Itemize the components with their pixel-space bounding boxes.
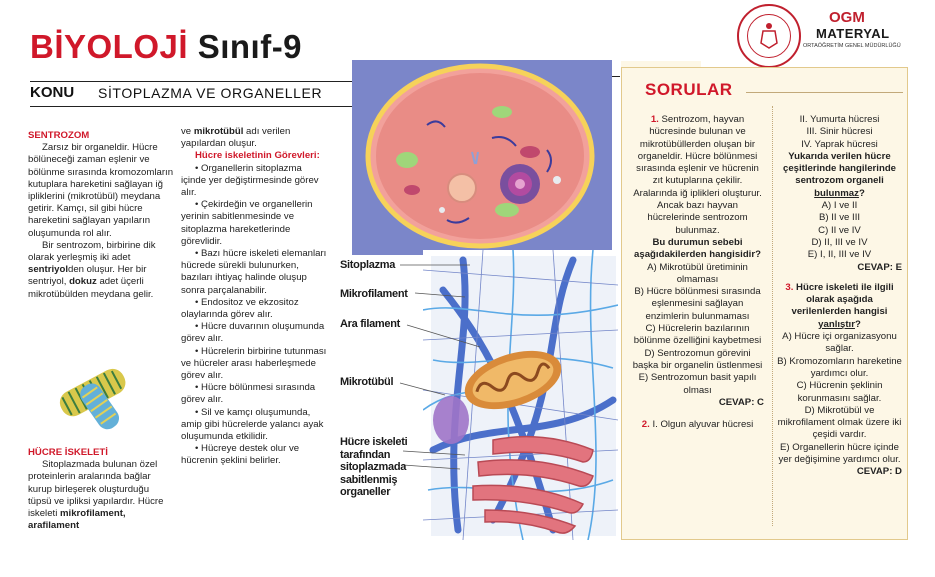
text-column-1 bbox=[28, 130, 174, 301]
question-2-item: II. Yumurta hücresi bbox=[799, 114, 880, 125]
topic-label: KONU bbox=[30, 84, 75, 101]
column-divider bbox=[772, 106, 773, 526]
text-column-1-bottom bbox=[28, 447, 174, 532]
seal-emblem-icon bbox=[739, 6, 799, 66]
term-mikrofilament: mikrofilament bbox=[60, 508, 123, 520]
heading-gorevler: Hücre iskeletinin Görevleri: bbox=[195, 150, 320, 162]
option: C) Hücrenin şeklinin korunmasını sağlar. bbox=[796, 380, 883, 404]
topic-bar bbox=[30, 81, 360, 107]
term-sentriyol: sentriyol bbox=[28, 264, 68, 276]
label-sabitlenmis-organeller: Hücre iskeleti tarafından sitoplazmada sabitlenmiş organeller bbox=[340, 436, 408, 498]
option: E) Organellerin hücre içinde yer değişimine yardımcı olur. bbox=[778, 441, 901, 466]
option: B) II ve III bbox=[818, 212, 861, 224]
option: A) Mikrotübül üretiminin olmaması bbox=[647, 261, 748, 285]
question-2-item: III. Sinir hücresi bbox=[806, 126, 873, 138]
text-column-2 bbox=[181, 126, 329, 468]
questions-heading: SORULAR bbox=[645, 80, 733, 99]
list-item: • Hücreye destek olur ve hücrenin şeklini belirler. bbox=[181, 443, 300, 467]
option: C) Hücrelerin bazılarının bölünme özelliğini kaybetmesi bbox=[633, 323, 762, 347]
list-item: • Organellerin sitoplazma içinde yer değiştirmesinde görev alır. bbox=[181, 162, 319, 199]
logo-subtitle: ORTAÖĞRETİM GENEL MÜDÜRLÜĞÜ bbox=[803, 43, 901, 49]
list-item: • Endositoz ve ekzositoz olaylarında görev alır. bbox=[181, 296, 299, 321]
label-mikrotubul: Mikrotübül bbox=[340, 376, 394, 388]
option: B) Hücre bölünmesi sırasında eşlenmesini sağlayan enzimlerin bulunmaması bbox=[634, 286, 761, 322]
option: E) I, II, III ve IV bbox=[807, 249, 872, 261]
animal-cell-illustration bbox=[352, 60, 612, 255]
label-sitoplazma: Sitoplazma bbox=[340, 259, 396, 271]
option: A) I ve II bbox=[821, 200, 858, 212]
option: E) Sentrozomun basit yapılı olması bbox=[638, 372, 757, 396]
paragraph-sentriyol: Bir sentrozom, birbirine dik olarak yerleşmiş iki adet sentriyolden oluşur. Her bir sentriyol, dokuz adet üçerli mikrotübülden meydana gelir. bbox=[28, 239, 156, 300]
question-2: 2. I. Olgun alyuvar hücresi bbox=[641, 419, 754, 431]
heading-sentrozom: SENTROZOM bbox=[28, 130, 90, 141]
centriole-illustration bbox=[50, 355, 150, 445]
answer-2: CEVAP: E bbox=[857, 261, 902, 273]
question-2-item: IV. Yaprak hücresi bbox=[801, 138, 878, 150]
list-item: • Hücrelerin birbirine tutunması ve hücreler arası haberleşmede görev alır. bbox=[181, 345, 327, 382]
logo-materyal: MATERYAL bbox=[816, 26, 890, 41]
question-1-prompt: Bu durumun sebebi aşağıdakilerden hangisidir? bbox=[634, 236, 761, 261]
heading-hucre-iskeleti: HÜCRE İSKELETİ bbox=[28, 447, 108, 458]
term-mikrotubul: mikrotübül bbox=[193, 126, 244, 137]
list-item: • Bazı hücre iskeleti elemanları hücrede sürekli bulunurken, bazıları ihtiyaç halinde oluşup sonra parçalanabilir. bbox=[181, 248, 327, 296]
option: D) II, III ve IV bbox=[811, 236, 868, 248]
questions-right-column bbox=[777, 114, 902, 479]
paragraph-mikrotubul: ve mikrotübül adı verilen yapılardan oluşur. bbox=[181, 126, 291, 150]
paragraph-hucre-iskeleti: Sitoplazmada bulunan özel proteinlerin aralarında bağlar kurup birleşerek oluşturduğu tüpsü ve ipliksi yapılardır. Hücre iskeleti mikrofilament, arafilament bbox=[28, 459, 164, 532]
title-grade: Sınıf-9 bbox=[197, 28, 303, 65]
question-number: 3. bbox=[785, 281, 794, 293]
topic-text: SİTOPLAZMA VE ORGANELLER bbox=[98, 85, 323, 101]
option: A) Hücre içi organizasyonu sağlar. bbox=[782, 331, 897, 355]
question-3: 3. Hücre iskeleti ile ilgili olarak aşağıda verilenlerden hangisi yanlıştır? bbox=[785, 281, 894, 330]
question-number: 2. bbox=[641, 419, 650, 431]
question-number: 1. bbox=[650, 114, 659, 125]
term-dokuz: dokuz bbox=[69, 276, 97, 288]
title-subject: BİYOLOJİ bbox=[30, 28, 189, 65]
question-1: 1. Sentrozom, hayvan hücresinde bulunan ve mikrotübüllerden oluşan bir organeldir. Hücre bölünmesi sırasında eşlenir ve hücrenin zıt kutuplarına çekilir. Aralarında iğ iplikleri oluşturur. Ancak bazı hayvan hücrelerinde sentrozom bulunmaz. bbox=[633, 114, 762, 236]
option: B) Kromozomların hareketine yardımcı olur. bbox=[777, 355, 902, 379]
label-ara-filament: Ara filament bbox=[340, 318, 400, 330]
list-item: • Hücre duvarının oluşumunda görev alır. bbox=[181, 321, 325, 345]
logo-ogm: OGM bbox=[829, 9, 865, 26]
list-item: • Çekirdeğin ve organellerin yerinin sabitlenmesinde ve sitoplazma hareketlerinde görevlidir. bbox=[181, 199, 313, 247]
paragraph-sentrozom: Zarsız bir organeldir. Hücre bölüneceği zaman eşlenir ve bölünme sırasında kromozomların kutuplara hareketini sağlayan iğ ipliklerini (mikrotübül) meydana getirir. Kamçı, sil gibi hücre hareketini sağlayan yapıların oluşumunda rol alır. bbox=[28, 142, 174, 239]
list-item: • Hücre bölünmesi sırasında görev alır. bbox=[181, 382, 316, 406]
questions-left-column bbox=[631, 114, 764, 431]
ministry-seal-logo bbox=[737, 4, 801, 68]
answer-3: CEVAP: D bbox=[856, 466, 902, 478]
label-mikrofilament: Mikrofilament bbox=[340, 288, 408, 300]
answer-1: CEVAP: C bbox=[718, 396, 764, 408]
term-arafilament: arafilament bbox=[28, 520, 80, 532]
page-title bbox=[30, 28, 302, 66]
questions-heading-rule bbox=[746, 92, 903, 93]
question-2-prompt: Yukarıda verilen hücre çeşitlerinde hangilerinde sentrozom organeli bulunmaz? bbox=[782, 150, 897, 199]
option: C) II ve IV bbox=[818, 224, 861, 236]
list-item: • Sil ve kamçı oluşumunda, amip gibi hücrelerde yalancı ayak oluşumunda etkilidir. bbox=[181, 406, 324, 443]
option: D) Mikrotübül ve mikrofilament olmak üzere iki çeşidi vardır. bbox=[777, 404, 902, 441]
option: D) Sentrozomun görevini başka bir organelin üstlenmesi bbox=[632, 347, 763, 371]
